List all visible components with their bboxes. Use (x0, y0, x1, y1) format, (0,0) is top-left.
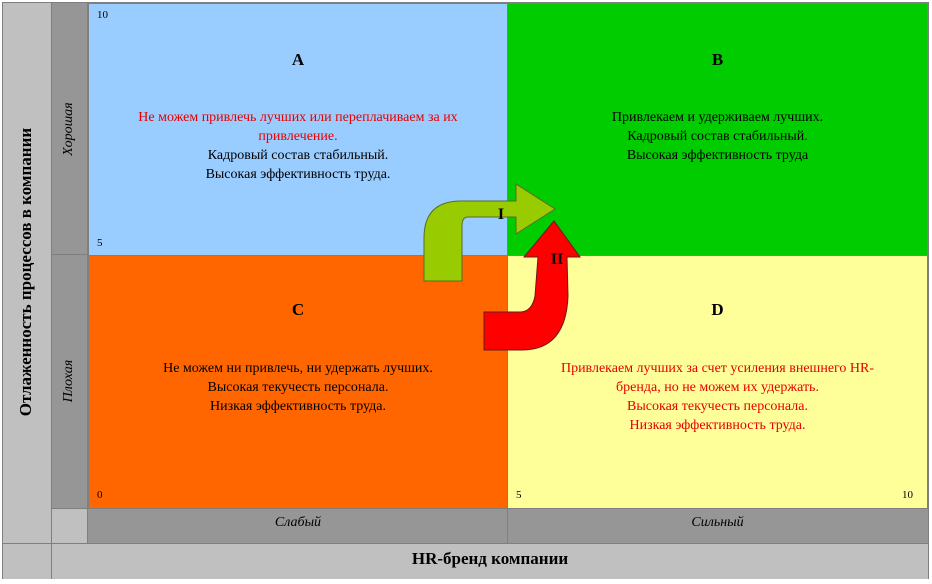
quadrant-a-line-1: Не можем привлечь лучших или переплачиваем за их (138, 110, 458, 125)
scale-right: 10 (902, 489, 913, 501)
x-level-high: Сильный (691, 515, 744, 530)
scale-mid-x: 5 (516, 489, 522, 501)
quadrant-d-line-3: Высокая текучесть персонала. (627, 399, 808, 414)
y-level-low: Плохая (61, 359, 76, 403)
quadrant-a-line-4: Высокая эффективность труда. (205, 167, 391, 182)
arrow-ii-label: II (550, 251, 564, 268)
quadrant-b-letter: B (711, 50, 724, 69)
quadrant-d-line-2: бренда, но не можем их удержать. (616, 380, 819, 395)
quadrant-b-line-1: Привлекаем и удерживаем лучших. (611, 110, 824, 125)
quadrant-c-line-2: Высокая текучесть персонала. (207, 380, 389, 395)
quadrant-d-line-1: Привлекаем лучших за счет усиления внешнего HR- (560, 361, 875, 376)
quadrant-c-letter: C (291, 300, 305, 319)
scale-origin: 0 (97, 489, 103, 501)
scale-top: 10 (97, 9, 108, 21)
quadrant-d-line-4: Низкая эффективность труда. (629, 418, 806, 433)
x-axis-title: HR-бренд компании (411, 549, 569, 568)
quadrant-a-letter: A (291, 50, 305, 69)
scale-mid-y: 5 (97, 237, 103, 249)
quadrant-a-line-3: Кадровый состав стабильный. (207, 148, 389, 163)
quadrant-a-line-2: привлечение. (258, 129, 338, 144)
quadrant-b-line-3: Высокая эффективность труда (626, 148, 809, 163)
quadrant-c-line-1: Не можем ни привлечь, ни удержать лучших. (163, 361, 433, 376)
y-level-high: Хорошая (61, 102, 76, 156)
quadrant-c-line-3: Низкая эффективность труда. (209, 399, 387, 414)
arrow-i (424, 184, 555, 281)
quadrant-d-letter: D (711, 300, 724, 319)
x-level-low: Слабый (274, 515, 322, 530)
arrow-i-label: I (497, 206, 505, 223)
quadrant-b-line-2: Кадровый состав стабильный. (627, 129, 808, 144)
arrow-ii (484, 221, 580, 350)
